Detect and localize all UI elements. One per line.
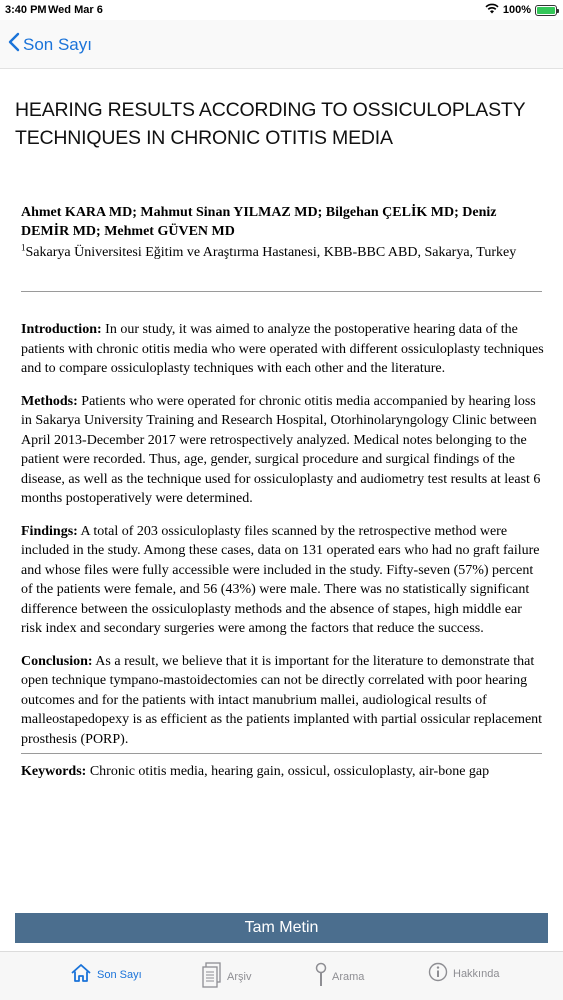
tab-son-sayi[interactable] bbox=[70, 962, 142, 987]
status-time: 3:40 PM bbox=[5, 4, 47, 16]
status-indicators bbox=[485, 3, 557, 17]
abstract-heading: Methods: bbox=[21, 393, 78, 409]
abstract-text: In our study, it was aimed to analyze the postoperative hearing data of the patients with chronic otitis media who were operated with different ossiculoplasty techniques and to compare ossiculoplasty techniques with each other and the literature. bbox=[21, 322, 544, 376]
search-icon bbox=[315, 962, 327, 991]
battery-percent: 100% bbox=[502, 4, 531, 16]
affiliation-text: Sakarya Üniversitesi Eğitim ve Araştırma Hastanesi, KBB-BBC ABD, Sakarya, Turkey bbox=[25, 245, 517, 260]
divider-bottom bbox=[21, 753, 542, 754]
abstract-text: A total of 203 ossiculoplasty files scanned by the retrospective method were included in the study. Among these cases, data on 131 operated ears who had no graft failure and whose files were fully accessible were included in the study. Fifty-seven (57%) percent of the patients were female, and 56 (43%) were male. There was no statistically significant difference between the ossiculoplasty methods and the absence of stapes, high middle ear risk index and secondary surgeries were among the factors that reduce the success. bbox=[21, 523, 540, 636]
archive-icon bbox=[202, 962, 222, 991]
tab-label: Arama bbox=[332, 970, 365, 983]
info-icon bbox=[428, 962, 448, 985]
affiliation-mark: 1 bbox=[21, 242, 26, 253]
abstract-heading: Conclusion: bbox=[21, 653, 93, 669]
abstract-conclusion bbox=[21, 652, 545, 750]
navigation-bar bbox=[0, 20, 563, 69]
divider-top bbox=[21, 291, 542, 292]
back-button-label: Son Sayı bbox=[23, 34, 92, 54]
back-button[interactable] bbox=[8, 32, 92, 57]
battery-level bbox=[537, 7, 555, 14]
abstract-text: Chronic otitis media, hearing gain, ossicul, ossiculoplasty, air-bone gap bbox=[86, 764, 490, 779]
abstract-keywords bbox=[21, 762, 545, 782]
chevron-left-icon bbox=[8, 32, 23, 57]
tab-label: Hakkında bbox=[453, 967, 500, 980]
abstract-introduction bbox=[21, 320, 545, 379]
abstract-text: As a result, we believe that it is important for the literature to demonstrate that open technique tympano-mastoidectomies can not be directly correlated with poor hearing outcomes and for the patients with intact manubrium mallei, audiological results of malleostapedopexy is as efficient as the patients implanted with partial ossicular replacement prosthesis (PORP). bbox=[21, 653, 543, 747]
abstract-methods bbox=[21, 392, 545, 509]
article-title: HEARING RESULTS ACCORDING TO OSSICULOPLASTY TECHNIQUES IN CHRONIC OTITIS MEDIA bbox=[15, 99, 526, 149]
battery-icon bbox=[535, 5, 557, 16]
status-bar bbox=[0, 0, 563, 20]
abstract-heading: Keywords: bbox=[21, 764, 87, 779]
article-abstract bbox=[21, 320, 545, 795]
full-text-button[interactable]: Tam Metin bbox=[15, 913, 548, 943]
abstract-text: Patients who were operated for chronic otitis media accompanied by hearing loss in Sakarya University Training and Research Hospital, Otorhinolaryngology Clinic between April 2013-December 2017 were retrospectively analyzed. Medical notes belonging to the patient were recorded. Thus, age, gender, surgical procedure and surgical findings of the disease, as well as the technique used for ossiculoplasty and audiometry test results at least 6 months postoperatively were determined. bbox=[21, 393, 541, 506]
article-authors: Ahmet KARA MD; Mahmut Sinan YILMAZ MD; Bilgehan ÇELİK MD; Deniz DEMİR MD; Mehmet GÜVEN MD bbox=[21, 205, 497, 239]
home-icon bbox=[70, 962, 92, 987]
tab-arsiv[interactable] bbox=[202, 962, 251, 991]
tab-bar bbox=[0, 951, 563, 1000]
abstract-findings bbox=[21, 522, 545, 639]
tab-label: Arşiv bbox=[227, 970, 252, 983]
tab-label: Son Sayı bbox=[97, 968, 142, 981]
status-date: Wed Mar 6 bbox=[48, 4, 103, 16]
tab-hakkinda[interactable] bbox=[428, 962, 499, 985]
abstract-heading: Findings: bbox=[21, 523, 78, 539]
tab-arama[interactable] bbox=[315, 962, 364, 991]
abstract-heading: Introduction: bbox=[21, 322, 102, 337]
article-affiliation bbox=[21, 243, 546, 262]
wifi-icon bbox=[485, 3, 499, 17]
